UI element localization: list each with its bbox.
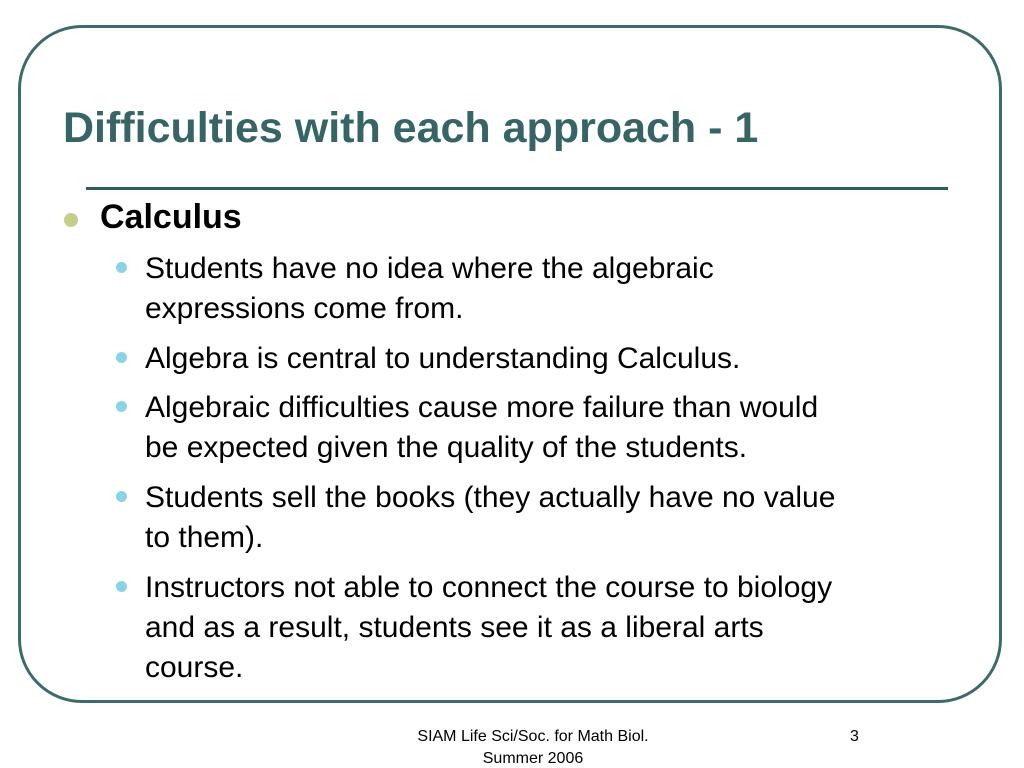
level2-bullet-icon	[116, 581, 127, 592]
level2-item-line: course.	[145, 651, 244, 684]
level2-item-line: Algebra is central to understanding Calculus.	[145, 342, 741, 375]
level2-item-line: Students sell the books (they actually have no value	[145, 481, 836, 514]
level2-item-line: expressions come from.	[145, 292, 464, 325]
level2-item	[145, 478, 945, 558]
footer-line: SIAM Life Sci/Soc. for Math Biol.	[417, 728, 649, 745]
title-underline	[86, 187, 948, 190]
level2-bullet-icon	[116, 401, 127, 412]
page-number: 3	[850, 728, 859, 745]
level2-item-line: to them).	[145, 521, 264, 554]
level2-item-line: be expected given the quality of the students.	[145, 431, 748, 464]
level2-bullet-icon	[116, 262, 127, 273]
level2-item-line: Algebraic difficulties cause more failure than would	[145, 391, 819, 424]
level2-item	[145, 339, 945, 379]
level2-item	[145, 568, 945, 688]
footer-text	[388, 726, 678, 768]
footer-line: Summer 2006	[482, 750, 584, 767]
level1-item-calculus: Calculus	[100, 198, 242, 236]
level2-item-line: Students have no idea where the algebraic	[145, 252, 714, 285]
level2-bullet-icon	[116, 491, 127, 502]
level2-item	[145, 249, 945, 329]
slide-title: Difficulties with each approach - 1	[63, 104, 759, 152]
level2-item-line: Instructors not able to connect the course to biology	[145, 571, 833, 604]
level2-item-line: and as a result, students see it as a liberal arts	[145, 611, 764, 644]
level1-bullet-icon	[64, 213, 78, 227]
level2-bullet-icon	[116, 352, 127, 363]
level2-item	[145, 388, 945, 468]
